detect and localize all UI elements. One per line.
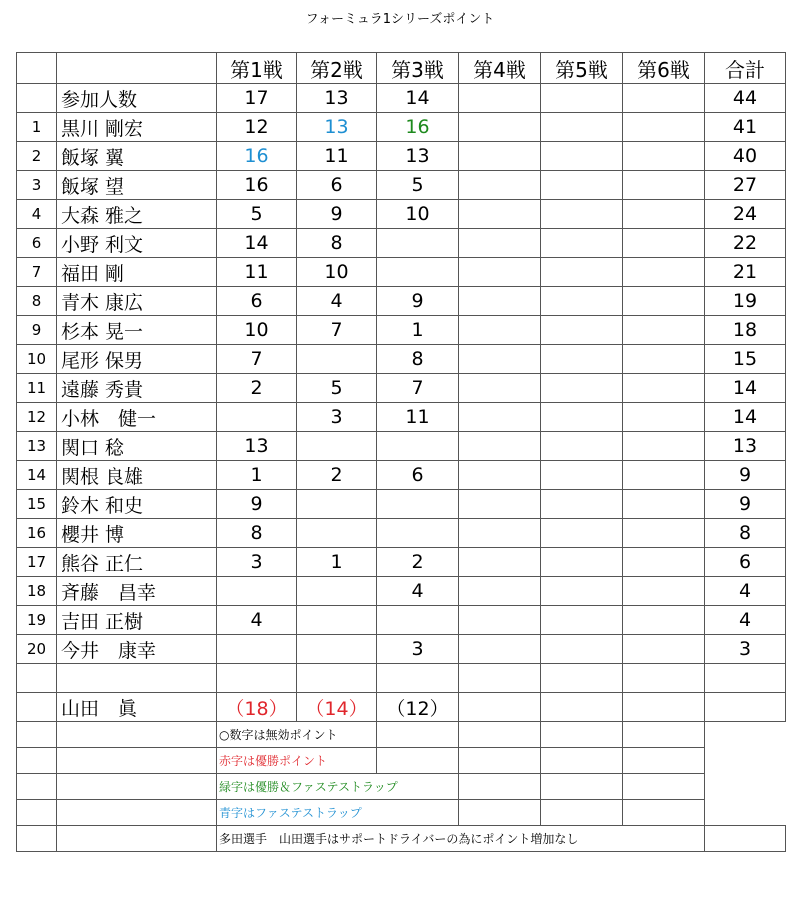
points-total: 3 [705, 635, 786, 664]
points-race-5 [541, 461, 623, 490]
note-invalid: ○数字は無効ポイント [217, 722, 377, 748]
points-race-6 [623, 200, 705, 229]
points-race-5 [541, 345, 623, 374]
points-race-3: 11 [377, 403, 459, 432]
driver-name: 大森 雅之 [57, 200, 217, 229]
points-race-3: 2 [377, 548, 459, 577]
driver-rank: 16 [17, 519, 57, 548]
points-race-2 [297, 635, 377, 664]
points-total: 19 [705, 287, 786, 316]
points-total: 41 [705, 113, 786, 142]
participants-row [17, 84, 786, 113]
points-race-2 [297, 577, 377, 606]
points-race-4 [459, 316, 541, 345]
note-row [17, 722, 786, 748]
driver-name: 黒川 剛宏 [57, 113, 217, 142]
points-race-2: 3 [297, 403, 377, 432]
points-race-1 [217, 635, 297, 664]
points-race-5 [541, 490, 623, 519]
points-race-2 [297, 432, 377, 461]
note-row [17, 774, 786, 800]
participants-race-5 [541, 84, 623, 113]
points-race-3 [377, 490, 459, 519]
points-race-5 [541, 606, 623, 635]
driver-name: 山田 眞 [57, 693, 217, 722]
driver-rank: 4 [17, 200, 57, 229]
points-race-1: 16 [217, 171, 297, 200]
driver-name: 小野 利文 [57, 229, 217, 258]
table-row [17, 577, 786, 606]
points-race-4 [459, 113, 541, 142]
points-race-4 [459, 171, 541, 200]
points-race-5 [541, 229, 623, 258]
points-race-1: 1 [217, 461, 297, 490]
points-race-3: 16 [377, 113, 459, 142]
note-blue: 青字はファステストラップ [217, 800, 459, 826]
points-total: 6 [705, 548, 786, 577]
header-total: 合計 [705, 53, 786, 84]
points-race-3 [377, 519, 459, 548]
table-row [17, 490, 786, 519]
points-total: 4 [705, 577, 786, 606]
points-race-6 [623, 345, 705, 374]
points-race-1: 12 [217, 113, 297, 142]
driver-rank: 9 [17, 316, 57, 345]
points-race-2: 10 [297, 258, 377, 287]
points-race-2 [297, 606, 377, 635]
points-race-4 [459, 142, 541, 171]
points-total: 15 [705, 345, 786, 374]
points-race-3 [377, 432, 459, 461]
points-race-6 [623, 577, 705, 606]
points-total: 14 [705, 403, 786, 432]
points-race-1: 5 [217, 200, 297, 229]
header-cell-rank [17, 53, 57, 84]
points-race-3: 13 [377, 142, 459, 171]
points-race-5 [541, 374, 623, 403]
points-total: 9 [705, 490, 786, 519]
points-race-5 [541, 200, 623, 229]
driver-rank: 3 [17, 171, 57, 200]
points-race-1: 4 [217, 606, 297, 635]
points-race-2 [297, 490, 377, 519]
points-race-4 [459, 519, 541, 548]
driver-name: 飯塚 翼 [57, 142, 217, 171]
points-race-5 [541, 258, 623, 287]
points-total: 21 [705, 258, 786, 287]
points-race-5 [541, 635, 623, 664]
header-race-6: 第6戦 [623, 53, 705, 84]
driver-name: 関根 良雄 [57, 461, 217, 490]
table-row [17, 548, 786, 577]
points-race-4 [459, 548, 541, 577]
driver-name: 遠藤 秀貴 [57, 374, 217, 403]
points-race-5 [541, 519, 623, 548]
points-race-5 [541, 287, 623, 316]
note-support: 多田選手 山田選手はサポートドライバーの為にポイント増加なし [217, 826, 705, 852]
table-row [17, 606, 786, 635]
participants-race-4 [459, 84, 541, 113]
table-row [17, 635, 786, 664]
points-race-2: 6 [297, 171, 377, 200]
header-race-2: 第2戦 [297, 53, 377, 84]
note-row [17, 800, 786, 826]
note-red: 赤字は優勝ポイント [217, 748, 377, 774]
points-race-6 [623, 142, 705, 171]
table-row [17, 229, 786, 258]
driver-rank: 6 [17, 229, 57, 258]
points-race-2: 2 [297, 461, 377, 490]
header-row [17, 53, 786, 84]
points-race-6 [623, 403, 705, 432]
points-race-4 [459, 345, 541, 374]
points-total: 22 [705, 229, 786, 258]
points-race-4 [459, 432, 541, 461]
driver-name: 熊谷 正仁 [57, 548, 217, 577]
blank-row [17, 664, 786, 693]
points-race-6 [623, 461, 705, 490]
points-race-4 [459, 461, 541, 490]
points-race-5 [541, 316, 623, 345]
points-race-6 [623, 519, 705, 548]
points-race-6 [623, 548, 705, 577]
invalid-points-race-2: （14） [297, 693, 377, 722]
driver-name: 関口 稔 [57, 432, 217, 461]
driver-name: 尾形 保男 [57, 345, 217, 374]
driver-rank: 10 [17, 345, 57, 374]
driver-name: 福田 剛 [57, 258, 217, 287]
points-race-4 [459, 374, 541, 403]
points-race-1: 6 [217, 287, 297, 316]
yamada-row [17, 693, 786, 722]
points-race-1: 11 [217, 258, 297, 287]
points-race-5 [541, 432, 623, 461]
participants-race-3: 14 [377, 84, 459, 113]
driver-rank: 14 [17, 461, 57, 490]
points-race-3: 8 [377, 345, 459, 374]
points-race-4 [459, 200, 541, 229]
table-row [17, 200, 786, 229]
driver-rank: 13 [17, 432, 57, 461]
points-race-5 [541, 113, 623, 142]
points-total: 13 [705, 432, 786, 461]
points-race-1: 9 [217, 490, 297, 519]
table-row [17, 432, 786, 461]
invalid-points-race-1: （18） [217, 693, 297, 722]
points-race-2: 9 [297, 200, 377, 229]
table-row [17, 461, 786, 490]
driver-name: 鈴木 和史 [57, 490, 217, 519]
header-race-1: 第1戦 [217, 53, 297, 84]
points-race-3 [377, 229, 459, 258]
points-race-1: 3 [217, 548, 297, 577]
driver-rank: 19 [17, 606, 57, 635]
points-race-3: 4 [377, 577, 459, 606]
points-race-6 [623, 229, 705, 258]
points-race-3: 10 [377, 200, 459, 229]
points-race-6 [623, 606, 705, 635]
header-race-5: 第5戦 [541, 53, 623, 84]
points-total: 4 [705, 606, 786, 635]
points-table [16, 52, 786, 852]
table-row [17, 519, 786, 548]
points-race-5 [541, 403, 623, 432]
driver-name: 小林 健一 [57, 403, 217, 432]
points-race-2 [297, 519, 377, 548]
note-row [17, 748, 786, 774]
driver-rank: 12 [17, 403, 57, 432]
points-race-3: 1 [377, 316, 459, 345]
points-race-4 [459, 403, 541, 432]
table-row [17, 374, 786, 403]
points-total: 18 [705, 316, 786, 345]
points-race-6 [623, 316, 705, 345]
table-row [17, 258, 786, 287]
driver-rank: 7 [17, 258, 57, 287]
driver-rank: 18 [17, 577, 57, 606]
points-race-1: 2 [217, 374, 297, 403]
note-row [17, 826, 786, 852]
driver-rank: 1 [17, 113, 57, 142]
participants-total: 44 [705, 84, 786, 113]
driver-name: 青木 康広 [57, 287, 217, 316]
points-race-1 [217, 577, 297, 606]
points-race-1: 8 [217, 519, 297, 548]
points-race-2: 11 [297, 142, 377, 171]
points-race-4 [459, 287, 541, 316]
points-race-5 [541, 171, 623, 200]
points-race-2: 7 [297, 316, 377, 345]
points-race-2: 13 [297, 113, 377, 142]
points-race-6 [623, 374, 705, 403]
table-row [17, 403, 786, 432]
points-race-6 [623, 258, 705, 287]
points-race-1: 13 [217, 432, 297, 461]
invalid-points-race-3: （12） [377, 693, 459, 722]
points-race-3: 7 [377, 374, 459, 403]
points-race-3: 5 [377, 171, 459, 200]
header-race-3: 第3戦 [377, 53, 459, 84]
points-race-6 [623, 490, 705, 519]
driver-name: 櫻井 博 [57, 519, 217, 548]
driver-rank: 15 [17, 490, 57, 519]
points-race-2: 5 [297, 374, 377, 403]
points-race-6 [623, 171, 705, 200]
points-race-6 [623, 113, 705, 142]
points-race-5 [541, 577, 623, 606]
points-race-4 [459, 490, 541, 519]
points-race-4 [459, 229, 541, 258]
points-race-1: 14 [217, 229, 297, 258]
points-race-5 [541, 548, 623, 577]
points-race-1: 16 [217, 142, 297, 171]
header-race-4: 第4戦 [459, 53, 541, 84]
table-row [17, 345, 786, 374]
table-row [17, 142, 786, 171]
points-total: 27 [705, 171, 786, 200]
participants-race-2: 13 [297, 84, 377, 113]
points-race-1 [217, 403, 297, 432]
points-race-4 [459, 577, 541, 606]
driver-name: 飯塚 望 [57, 171, 217, 200]
points-race-2: 4 [297, 287, 377, 316]
points-total: 9 [705, 461, 786, 490]
points-race-2: 1 [297, 548, 377, 577]
points-race-3: 9 [377, 287, 459, 316]
points-race-3 [377, 258, 459, 287]
driver-name: 斉藤 昌幸 [57, 577, 217, 606]
points-race-3: 3 [377, 635, 459, 664]
participants-label: 参加人数 [57, 84, 217, 113]
points-race-2 [297, 345, 377, 374]
driver-rank: 8 [17, 287, 57, 316]
driver-name: 杉本 晃一 [57, 316, 217, 345]
points-race-6 [623, 432, 705, 461]
points-race-3: 6 [377, 461, 459, 490]
page-title: フォーミュラ1シリーズポイント [305, 12, 495, 27]
driver-rank: 11 [17, 374, 57, 403]
table-row [17, 113, 786, 142]
points-race-2: 8 [297, 229, 377, 258]
points-race-3 [377, 606, 459, 635]
participants-race-1: 17 [217, 84, 297, 113]
points-total: 24 [705, 200, 786, 229]
points-race-6 [623, 287, 705, 316]
points-race-4 [459, 606, 541, 635]
points-total: 40 [705, 142, 786, 171]
table-row [17, 316, 786, 345]
driver-rank: 20 [17, 635, 57, 664]
points-race-5 [541, 142, 623, 171]
driver-rank: 17 [17, 548, 57, 577]
points-race-6 [623, 635, 705, 664]
points-total: 14 [705, 374, 786, 403]
driver-name: 吉田 正樹 [57, 606, 217, 635]
points-race-4 [459, 635, 541, 664]
driver-name: 今井 康幸 [57, 635, 217, 664]
participants-race-6 [623, 84, 705, 113]
table-row [17, 171, 786, 200]
points-total: 8 [705, 519, 786, 548]
points-race-1: 7 [217, 345, 297, 374]
header-cell-name [57, 53, 217, 84]
points-race-1: 10 [217, 316, 297, 345]
points-race-4 [459, 258, 541, 287]
table-row [17, 287, 786, 316]
driver-rank: 2 [17, 142, 57, 171]
note-green: 緑字は優勝＆ファステストラップ [217, 774, 459, 800]
